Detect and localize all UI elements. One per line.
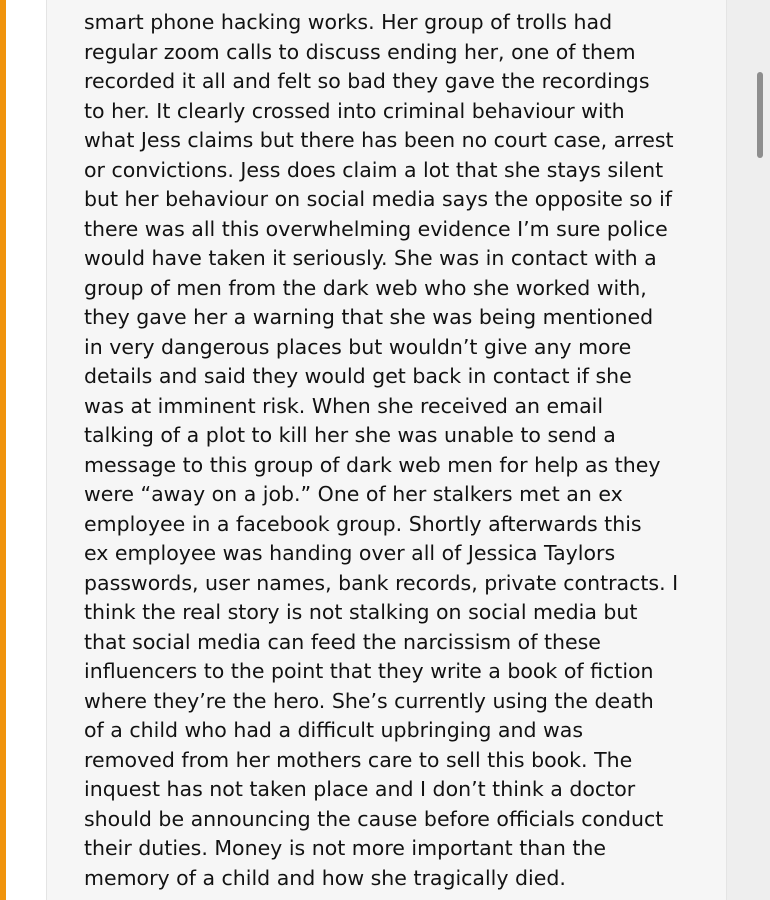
review-line: were “away on a job.” One of her stalkers met an ex bbox=[84, 482, 623, 506]
review-line: ex employee was handing over all of Jessica Taylors bbox=[84, 541, 616, 565]
review-line: where they’re the hero. She’s currently using the death bbox=[84, 688, 654, 713]
review-line: should be announcing the cause before officials conduct bbox=[84, 806, 664, 831]
review-line: removed from her mothers care to sell this book. The bbox=[84, 747, 633, 772]
review-line: group of men from the dark web who she worked with, bbox=[84, 275, 647, 300]
review-line: that social media can feed the narcissism of these bbox=[84, 629, 601, 654]
review-text bbox=[84, 8, 704, 893]
review-line: think the real story is not stalking on social media but bbox=[84, 600, 638, 624]
review-line: what Jess claims but there has been no court case, arrest bbox=[84, 128, 674, 152]
review-line: inquest has not taken place and I don’t think a doctor bbox=[84, 777, 636, 801]
review-line: but her behaviour on social media says the opposite so if bbox=[84, 187, 673, 211]
review-line: influencers to the point that they write a book of fiction bbox=[84, 659, 654, 683]
review-line: passwords, user names, bank records, private contracts. I bbox=[84, 570, 679, 595]
review-line: message to this group of dark web men for help as they bbox=[84, 452, 661, 477]
review-line: talking of a plot to kill her she was unable to send a bbox=[84, 423, 616, 447]
review-line: regular zoom calls to discuss ending her, one of them bbox=[84, 39, 636, 64]
review-line: there was all this overwhelming evidence I’m sure police bbox=[84, 216, 668, 241]
review-line: smart phone hacking works. Her group of trolls had bbox=[84, 10, 613, 34]
review-line: recorded it all and felt so bad they gave the recordings bbox=[84, 69, 650, 93]
review-line: to her. It clearly crossed into criminal behaviour with bbox=[84, 98, 625, 123]
review-line: or convictions. Jess does claim a lot that she stays silent bbox=[84, 157, 664, 182]
left-gutter bbox=[6, 0, 46, 900]
review-line: their duties. Money is not more important than the bbox=[84, 836, 606, 860]
review-line: they gave her a warning that she was being mentioned bbox=[84, 305, 654, 329]
review-line: was at imminent risk. When she received an email bbox=[84, 393, 604, 418]
review-line: details and said they would get back in contact if she bbox=[84, 364, 632, 388]
scrollbar-track[interactable] bbox=[740, 0, 770, 900]
review-line: memory of a child and how she tragically died. bbox=[84, 865, 566, 890]
review-line: in very dangerous places but wouldn’t give any more bbox=[84, 334, 632, 359]
review-line: employee in a facebook group. Shortly afterwards this bbox=[84, 511, 642, 536]
review-card bbox=[46, 0, 727, 900]
scrollbar-thumb[interactable] bbox=[757, 72, 763, 158]
review-line: would have taken it seriously. She was in contact with a bbox=[84, 246, 657, 270]
review-line: of a child who had a difficult upbringing and was bbox=[84, 718, 584, 742]
